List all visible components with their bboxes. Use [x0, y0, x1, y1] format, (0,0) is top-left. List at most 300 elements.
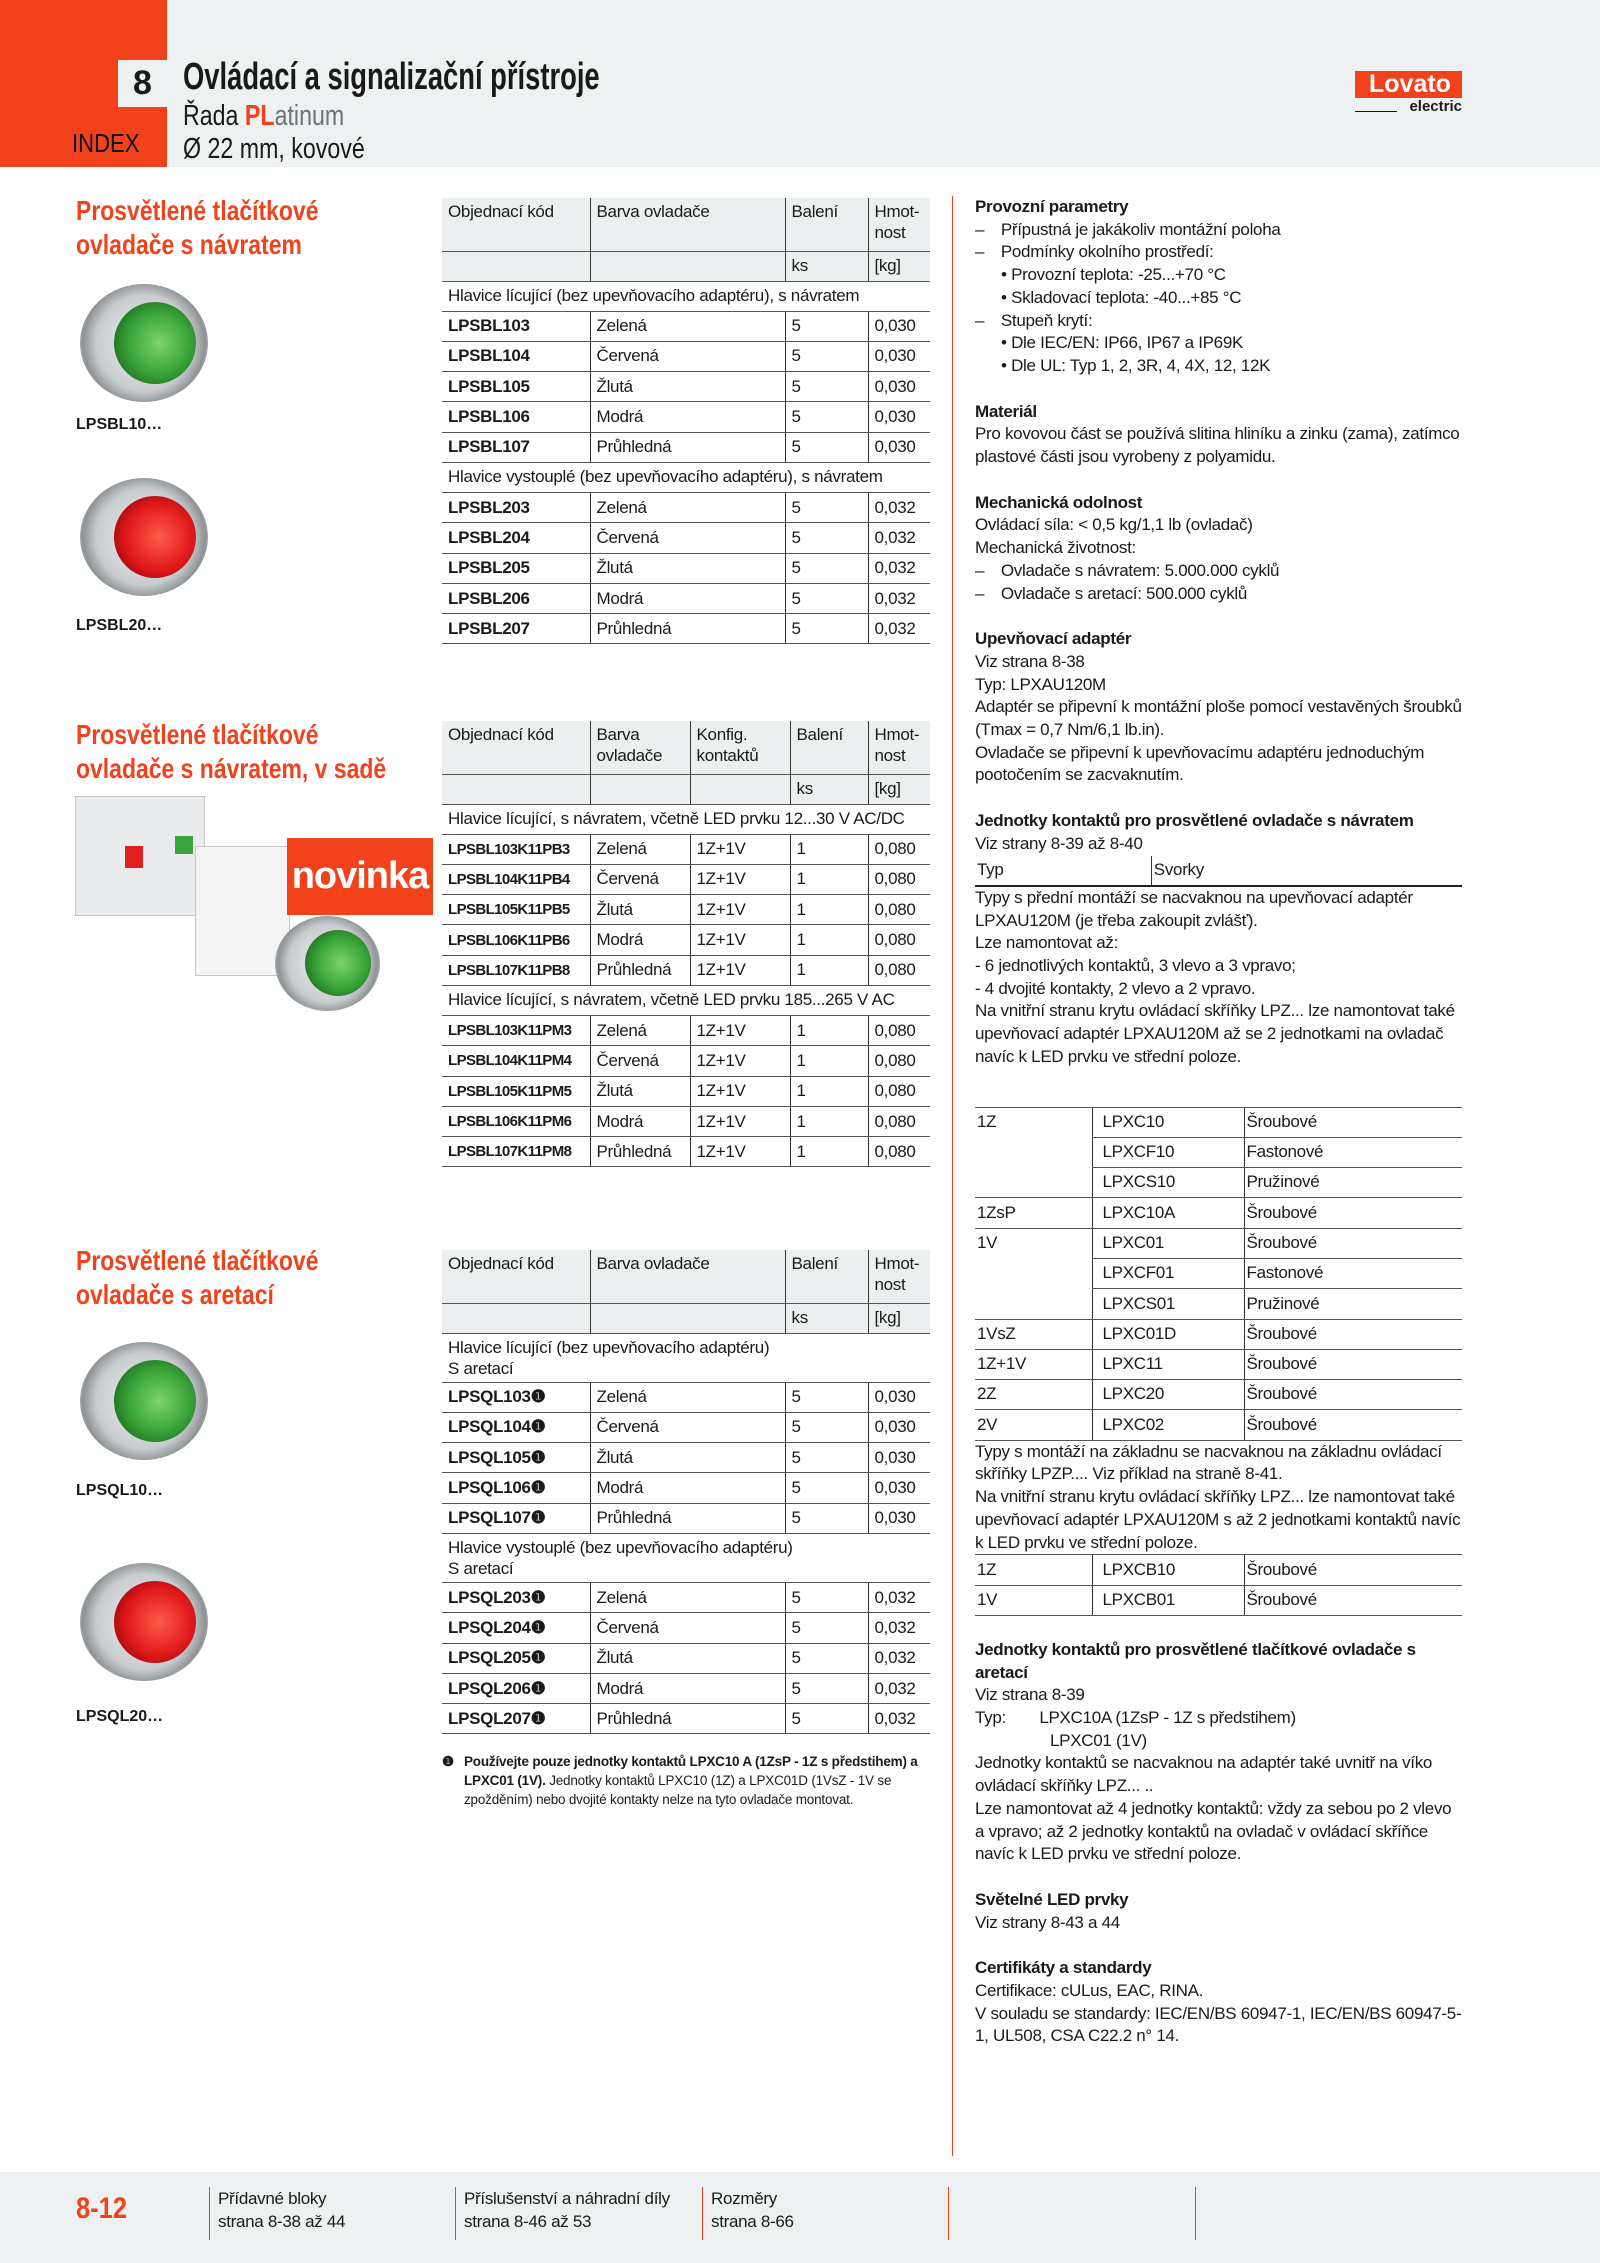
- table-row: [442, 372, 930, 402]
- table-row: [442, 834, 930, 864]
- spec-line: Viz strana 8-38: [975, 651, 1085, 671]
- column-header: Hmot- nost: [868, 198, 930, 251]
- order-code[interactable]: LPSBL104K11PM4: [442, 1046, 590, 1076]
- order-code[interactable]: LPSBL104K11PB4: [442, 864, 590, 894]
- footer-separator: [948, 2187, 957, 2240]
- cell: Modrá: [590, 1673, 785, 1703]
- cell: 0,032: [868, 523, 930, 553]
- cell: 1Z+1V: [690, 864, 790, 894]
- cell: Červená: [590, 1613, 785, 1643]
- green-contact: [175, 836, 193, 854]
- order-code[interactable]: LPSQL106❶: [442, 1473, 590, 1503]
- unit-cell: [690, 774, 790, 804]
- cell: [975, 1137, 1092, 1167]
- series-brand-pl: PL: [244, 100, 275, 132]
- cell: 0,030: [868, 1473, 930, 1503]
- column-header: Hmot- nost: [868, 721, 930, 774]
- contact-code[interactable]: LPXC11: [1092, 1349, 1244, 1379]
- cell: Šroubové: [1244, 1107, 1462, 1137]
- order-code[interactable]: LPSBL205: [442, 553, 590, 583]
- cell: Červená: [590, 341, 785, 371]
- spec-line: - 4 dvojité kontakty, 2 vlevo a 2 vpravo.: [975, 978, 1256, 998]
- order-code[interactable]: LPSQL206❶: [442, 1673, 590, 1703]
- column-header: Barva ovladače: [590, 721, 690, 774]
- spec-line: Typy s přední montáží se nacvaknou na upevňovací adaptér LPXAU120M (je třeba zakoupit zvlášť).: [975, 887, 1413, 930]
- table-row: [442, 492, 930, 522]
- column-header: Balení: [790, 721, 868, 774]
- cell: 1Z+1V: [690, 834, 790, 864]
- cell: Žlutá: [590, 1443, 785, 1473]
- order-code[interactable]: LPSBL204: [442, 523, 590, 553]
- series-prefix: Řada: [183, 100, 245, 132]
- image-label: LPSQL20…: [76, 1708, 164, 1725]
- table-row: [442, 583, 930, 613]
- table-row: [975, 1198, 1462, 1228]
- contact-table: [975, 1107, 1462, 1441]
- group-row: [442, 281, 930, 311]
- contact-code[interactable]: LPXCF10: [1092, 1137, 1244, 1167]
- cell: 5: [785, 583, 868, 613]
- unit-cell: [kg]: [868, 774, 930, 804]
- spec-block: [975, 1639, 1462, 1866]
- spec-line: Adaptér se připevní k montážní ploše pomocí vestavěných šroubků (Tmax = 0,7 Nm/6,1 lb.in).: [975, 697, 1462, 740]
- spec-line: Mechanická životnost:: [975, 538, 1136, 558]
- group-row: [442, 462, 930, 492]
- product-image-green-flush: [80, 284, 208, 402]
- contact-table: [975, 1554, 1462, 1616]
- group-title: Hlavice lícující (bez upevňovacího adaptéru) S aretací: [442, 1333, 930, 1382]
- table-row: [975, 1380, 1462, 1410]
- cell: 0,080: [868, 1015, 930, 1045]
- cell: 0,030: [868, 1443, 930, 1473]
- spec-line: Viz strany 8-43 a 44: [975, 1912, 1120, 1932]
- cell: 1: [790, 1106, 868, 1136]
- spec-line: – Podmínky okolního prostředí:: [975, 242, 1214, 262]
- table-row: [442, 1613, 930, 1643]
- cell: Pružinové: [1244, 1289, 1462, 1319]
- heading-line: ovladače s návratem, v sadě: [76, 753, 387, 784]
- cell: 1Z: [975, 1555, 1092, 1585]
- footer-link-title: Přídavné bloky: [218, 2189, 327, 2208]
- spec-block: [975, 628, 1462, 787]
- cell: Šroubové: [1244, 1319, 1462, 1349]
- order-code[interactable]: LPSBL107K11PB8: [442, 955, 590, 985]
- series-line: [183, 100, 344, 133]
- table-row: [442, 1443, 930, 1473]
- table-row: [442, 523, 930, 553]
- cell: 0,030: [868, 1382, 930, 1412]
- cell: 0,032: [868, 553, 930, 583]
- cell: 5: [785, 432, 868, 462]
- unit-cell: [kg]: [868, 1303, 930, 1333]
- order-code[interactable]: LPSBL106: [442, 402, 590, 432]
- table-row: [442, 311, 930, 341]
- cell: 1Z+1V: [690, 1015, 790, 1045]
- cell: 2V: [975, 1410, 1092, 1440]
- table-row: [975, 1585, 1462, 1615]
- order-code[interactable]: LPSBL105K11PB5: [442, 895, 590, 925]
- cell: Průhledná: [590, 1137, 690, 1167]
- cell: 0,032: [868, 1613, 930, 1643]
- table-row: [975, 1349, 1462, 1379]
- contact-code[interactable]: LPXC10A: [1092, 1198, 1244, 1228]
- column-header: Objednací kód: [442, 1250, 590, 1303]
- table-header-row: [442, 1250, 930, 1303]
- footer-link-sub: strana 8-46 až 53: [464, 2212, 592, 2231]
- footnote-marker-icon: ❶: [442, 1754, 454, 1769]
- cell: 0,032: [868, 583, 930, 613]
- spec-block: [975, 401, 1462, 469]
- cell: Zelená: [590, 1015, 690, 1045]
- unit-cell: [590, 1303, 785, 1333]
- cell: 5: [785, 1673, 868, 1703]
- image-label: LPSBL10…: [76, 416, 163, 433]
- green-lens: [114, 1360, 196, 1442]
- order-code[interactable]: LPSQL103❶: [442, 1382, 590, 1412]
- order-code[interactable]: LPSQL203❶: [442, 1582, 590, 1612]
- order-code[interactable]: LPSBL107: [442, 432, 590, 462]
- spec-line: LPXC01 (1V): [975, 1730, 1147, 1750]
- spec-line: Viz strana 8-39: [975, 1685, 1085, 1705]
- table-row: [442, 402, 930, 432]
- lovato-logo: [1355, 71, 1462, 115]
- cell: 5: [785, 1613, 868, 1643]
- spec-line: Viz strany 8-39 až 8-40: [975, 833, 1143, 853]
- cell: Pružinové: [1244, 1168, 1462, 1198]
- spec-line: Lze namontovat až:: [975, 933, 1118, 953]
- cell: Fastonové: [1244, 1258, 1462, 1288]
- order-code[interactable]: LPSBL103K11PB3: [442, 834, 590, 864]
- spec-line: • Provozní teplota: -25...+70 °C: [1001, 265, 1226, 285]
- cell: Žlutá: [590, 1076, 690, 1106]
- order-code[interactable]: LPSBL103K11PM3: [442, 1015, 590, 1045]
- cell: Šroubové: [1244, 1380, 1462, 1410]
- footer-link-additional-blocks[interactable]: [209, 2187, 345, 2240]
- kit-button: [275, 916, 380, 1011]
- cell: 1Z+1V: [690, 1106, 790, 1136]
- unit-cell: [590, 774, 690, 804]
- cell: Šroubové: [1244, 1410, 1462, 1440]
- table-row: [442, 1673, 930, 1703]
- cell: 0,080: [868, 925, 930, 955]
- cell: 1: [790, 1076, 868, 1106]
- column-header: Objednací kód: [442, 721, 590, 774]
- cell: Průhledná: [590, 432, 785, 462]
- cell: 0,032: [868, 1643, 930, 1673]
- unit-cell: [442, 251, 590, 281]
- spec-line: Ovládací síla: < 0,5 kg/1,1 lb (ovladač): [975, 515, 1253, 535]
- footer-link-accessories[interactable]: [455, 2187, 670, 2240]
- contact-code[interactable]: LPXC01: [1092, 1228, 1244, 1258]
- cell: Žlutá: [590, 372, 785, 402]
- table-row: [442, 1503, 930, 1533]
- cell: 5: [785, 1473, 868, 1503]
- order-code[interactable]: LPSBL106K11PB6: [442, 925, 590, 955]
- cell: Šroubové: [1244, 1198, 1462, 1228]
- table-row: [442, 955, 930, 985]
- spec-block: [975, 810, 1462, 1616]
- cell: Modrá: [590, 583, 785, 613]
- cell: 1ZsP: [975, 1198, 1092, 1228]
- table-row: [442, 1076, 930, 1106]
- column-header: Barva ovladače: [590, 198, 785, 251]
- red-contact: [125, 846, 143, 868]
- cell: 1Z+1V: [975, 1349, 1092, 1379]
- units-row: [442, 251, 930, 281]
- cell: Průhledná: [590, 614, 785, 644]
- table-row: [442, 614, 930, 644]
- spec-line: – Stupeň krytí:: [975, 310, 1093, 330]
- green-lens: [305, 930, 371, 996]
- cell: 5: [785, 1443, 868, 1473]
- product-table-return: [442, 198, 930, 644]
- spec-title: Jednotky kontaktů pro prosvětlené tlačítkové ovladače s aretací: [975, 1639, 1416, 1682]
- spec-title: Jednotky kontaktů pro prosvětlené ovladače s návratem: [975, 811, 1414, 831]
- cell: 0,030: [868, 311, 930, 341]
- heading-line: Prosvětlené tlačítkové: [76, 1245, 319, 1276]
- cell: 2Z: [975, 1380, 1092, 1410]
- contact-code[interactable]: LPXC10: [1092, 1107, 1244, 1137]
- cell: Průhledná: [590, 1704, 785, 1734]
- chapter-number: 8: [118, 60, 167, 107]
- units-row: [442, 1303, 930, 1333]
- cell: 0,032: [868, 492, 930, 522]
- order-code[interactable]: LPSBL106K11PM6: [442, 1106, 590, 1136]
- table-row: [442, 1643, 930, 1673]
- cell: 5: [785, 341, 868, 371]
- table-row: [442, 1106, 930, 1136]
- footnote-bold: Používejte pouze jednotky kontaktů LPXC10 A (1ZsP - 1Z s předstihem) a LPXC01 (1V).: [464, 1754, 918, 1788]
- order-code[interactable]: LPSBL107K11PM8: [442, 1137, 590, 1167]
- cell: Modrá: [590, 925, 690, 955]
- cell: 5: [785, 1382, 868, 1412]
- order-code[interactable]: LPSQL207❶: [442, 1704, 590, 1734]
- cell: Zelená: [590, 1382, 785, 1412]
- cell: Červená: [590, 523, 785, 553]
- order-code[interactable]: LPSBL206: [442, 583, 590, 613]
- footnote-text: Jednotky kontaktů LPXC10 (1Z) a LPXC01D (1VsZ - 1V se zpožděním) nebo dvojité kontakty nelze na tyto ovladače montovat.: [464, 1773, 892, 1807]
- table-row: [442, 1473, 930, 1503]
- cell: 5: [785, 1503, 868, 1533]
- heading-line: Prosvětlené tlačítkové: [76, 719, 319, 750]
- spec-block: [975, 1957, 1462, 2048]
- cell: 1: [790, 925, 868, 955]
- cell: 0,080: [868, 834, 930, 864]
- group-row: [442, 804, 930, 834]
- footer-link-title: Příslušenství a náhradní díly: [464, 2189, 670, 2208]
- table-row: [442, 553, 930, 583]
- cell: 0,030: [868, 402, 930, 432]
- cell: 1: [790, 834, 868, 864]
- cell: 0,080: [868, 895, 930, 925]
- cell: [975, 1258, 1092, 1288]
- contact-code[interactable]: LPXCF01: [1092, 1258, 1244, 1288]
- spec-line: Lze namontovat až 4 jednotky kontaktů: vždy za sebou po 2 vlevo a vpravo; až 2 jednotky kontaktů na ovladač v ovládací skříňce navíc k LED prvku ve střední poloze.: [975, 1798, 1452, 1864]
- table-row: [975, 1555, 1462, 1585]
- order-code[interactable]: LPSBL207: [442, 614, 590, 644]
- cell: 1: [790, 864, 868, 894]
- column-header: Svorky: [1151, 856, 1462, 886]
- spec-line: • Dle IEC/EN: IP66, IP67 a IP69K: [1001, 333, 1244, 353]
- column-header: Objednací kód: [442, 198, 590, 251]
- contact-code[interactable]: LPXCS10: [1092, 1168, 1244, 1198]
- cell: 1: [790, 955, 868, 985]
- contact-code[interactable]: LPXC02: [1092, 1410, 1244, 1440]
- unit-cell: [kg]: [868, 251, 930, 281]
- cell: 0,032: [868, 1704, 930, 1734]
- cell: 1: [790, 1046, 868, 1076]
- footer-link-sub: strana 8-38 až 44: [218, 2212, 346, 2231]
- cell: 1Z: [975, 1107, 1092, 1137]
- group-row: [442, 1333, 930, 1382]
- table-row: [442, 432, 930, 462]
- column-divider: [952, 196, 953, 2156]
- order-code[interactable]: LPSQL105❶: [442, 1443, 590, 1473]
- group-row: [442, 1533, 930, 1582]
- spec-line: • Skladovací teplota: -40...+85 °C: [1001, 287, 1242, 307]
- cell: 0,032: [868, 1673, 930, 1703]
- cell: 1VsZ: [975, 1319, 1092, 1349]
- table-row: [975, 1258, 1462, 1288]
- footer-link-sub: strana 8-66: [711, 2212, 794, 2231]
- contact-code[interactable]: LPXC20: [1092, 1380, 1244, 1410]
- cell: 5: [785, 553, 868, 583]
- contact-code[interactable]: LPXC01D: [1092, 1319, 1244, 1349]
- unit-cell: ks: [785, 1303, 868, 1333]
- spec-line: V souladu se standardy: IEC/EN/BS 60947-1, IEC/EN/BS 60947-5-1, UL508, CSA C22.2 n° 14.: [975, 2003, 1462, 2046]
- order-code[interactable]: LPSBL103: [442, 311, 590, 341]
- cell: Modrá: [590, 402, 785, 432]
- product-table-latching: [442, 1250, 930, 1734]
- cell: 1Z+1V: [690, 955, 790, 985]
- order-code[interactable]: LPSQL104❶: [442, 1412, 590, 1442]
- spec-line: - 6 jednotlivých kontaktů, 3 vlevo a 3 vpravo;: [975, 955, 1296, 975]
- order-code[interactable]: LPSQL205❶: [442, 1643, 590, 1673]
- cell: 1V: [977, 1233, 998, 1253]
- spec-line: Na vnitřní stranu krytu ovládací skříňky LPZ... lze namontovat také upevňovací adaptér LPXAU120M až se 2 jednotkami na ovladač navíc k LED prvku ve střední poloze.: [975, 1001, 1455, 1066]
- cell: 1V: [975, 1585, 1092, 1615]
- footer-separator: [1195, 2187, 1204, 2240]
- cell: Žlutá: [590, 1643, 785, 1673]
- heading-line: ovladače s návratem: [76, 229, 302, 260]
- table-header-row: [442, 198, 930, 251]
- footer-link-dimensions[interactable]: [702, 2187, 794, 2240]
- section-heading-latching: [76, 1244, 318, 1312]
- spec-title: Mechanická odolnost: [975, 492, 1143, 512]
- spec-title: Certifikáty a standardy: [975, 1958, 1152, 1978]
- cell: 0,030: [868, 432, 930, 462]
- cell: Žlutá: [590, 553, 785, 583]
- cell: 0,030: [868, 341, 930, 371]
- unit-cell: [442, 774, 590, 804]
- table-header-row: [442, 721, 930, 774]
- column-header: Barva ovladače: [590, 1250, 785, 1303]
- table-row: [442, 895, 930, 925]
- table-row: [975, 1107, 1462, 1137]
- order-code[interactable]: LPSBL104: [442, 341, 590, 371]
- column-header: Hmot- nost: [868, 1250, 930, 1303]
- spec-line: Typ: LPXC10A (1ZsP - 1Z s předstihem): [975, 1707, 1296, 1727]
- order-code[interactable]: LPSQL204❶: [442, 1613, 590, 1643]
- cell: [975, 1168, 1092, 1198]
- page-number: 8-12: [76, 2192, 128, 2225]
- page-subtitle: Ø 22 mm, kovové: [183, 133, 365, 165]
- cell: 5: [785, 1643, 868, 1673]
- cell: 5: [785, 402, 868, 432]
- unit-cell: ks: [790, 774, 868, 804]
- section-heading-return: [76, 194, 318, 262]
- order-code[interactable]: LPSQL107❶: [442, 1503, 590, 1533]
- column-header: Typ: [975, 856, 1151, 886]
- cell: 1Z+1V: [690, 925, 790, 955]
- logo-wordmark: Lovato: [1355, 71, 1462, 98]
- table-row: [442, 925, 930, 955]
- table-row: [442, 1046, 930, 1076]
- image-label: LPSQL10…: [76, 1482, 164, 1499]
- cell: 0,030: [868, 372, 930, 402]
- table-row: [442, 1137, 930, 1167]
- group-row: [442, 985, 930, 1015]
- cell: Zelená: [590, 311, 785, 341]
- table-row: [442, 1704, 930, 1734]
- cell: 1Z+1V: [690, 1046, 790, 1076]
- cell: Průhledná: [590, 955, 690, 985]
- table-row: [975, 1289, 1462, 1319]
- table-row: [975, 1168, 1462, 1198]
- spec-line: Pro kovovou část se používá slitina hliníku a zinku (zama), zatímco plastové části jsou vyrobeny z polyamidu.: [975, 424, 1460, 467]
- contact-code[interactable]: LPXCB01: [1092, 1585, 1244, 1615]
- red-lens: [114, 496, 196, 578]
- index-link[interactable]: INDEX: [72, 128, 140, 158]
- contact-code[interactable]: LPXCB10: [1092, 1555, 1244, 1585]
- cell: 1: [790, 1015, 868, 1045]
- footer-link-title: Rozměry: [711, 2189, 777, 2208]
- spec-block: [975, 196, 1462, 378]
- cell: Šroubové: [1244, 1555, 1462, 1585]
- order-code[interactable]: LPSBL105K11PM5: [442, 1076, 590, 1106]
- group-title: Hlavice vystouplé (bez upevňovacího adaptéru), s návratem: [442, 462, 930, 492]
- order-code[interactable]: LPSBL203: [442, 492, 590, 522]
- table-row: [442, 1382, 930, 1412]
- cell: 5: [785, 1704, 868, 1734]
- heading-line: Prosvětlené tlačítkové: [76, 195, 319, 226]
- cell: Žlutá: [590, 895, 690, 925]
- table-row: [975, 1228, 1462, 1258]
- spec-title: Provozní parametry: [975, 197, 1129, 216]
- table-row: [442, 341, 930, 371]
- table-row: [975, 1137, 1462, 1167]
- cell: Fastonové: [1244, 1137, 1462, 1167]
- heading-line: ovladače s aretací: [76, 1279, 274, 1310]
- cell: 0,032: [868, 614, 930, 644]
- table-row: [442, 1412, 930, 1442]
- unit-cell: [442, 1303, 590, 1333]
- contact-code[interactable]: LPXCS01: [1092, 1289, 1244, 1319]
- order-code[interactable]: LPSBL105: [442, 372, 590, 402]
- group-title: Hlavice lícující (bez upevňovacího adaptéru), s návratem: [442, 281, 930, 311]
- group-title: Hlavice lícující, s návratem, včetně LED prvku 12...30 V AC/DC: [442, 804, 930, 834]
- group-title: Hlavice lícující, s návratem, včetně LED prvku 185...265 V AC: [442, 985, 930, 1015]
- column-header: Balení: [785, 1250, 868, 1303]
- cell: 5: [785, 311, 868, 341]
- spec-line: – Přípustná je jakákoliv montážní poloha: [975, 219, 1281, 239]
- cell: 0,032: [868, 1582, 930, 1612]
- cell: Průhledná: [590, 1503, 785, 1533]
- spec-title: Upevňovací adaptér: [975, 629, 1132, 649]
- table-row: [442, 1015, 930, 1045]
- cell: 0,080: [868, 1076, 930, 1106]
- group-title: Hlavice vystouplé (bez upevňovacího adaptéru) S aretací: [442, 1533, 930, 1582]
